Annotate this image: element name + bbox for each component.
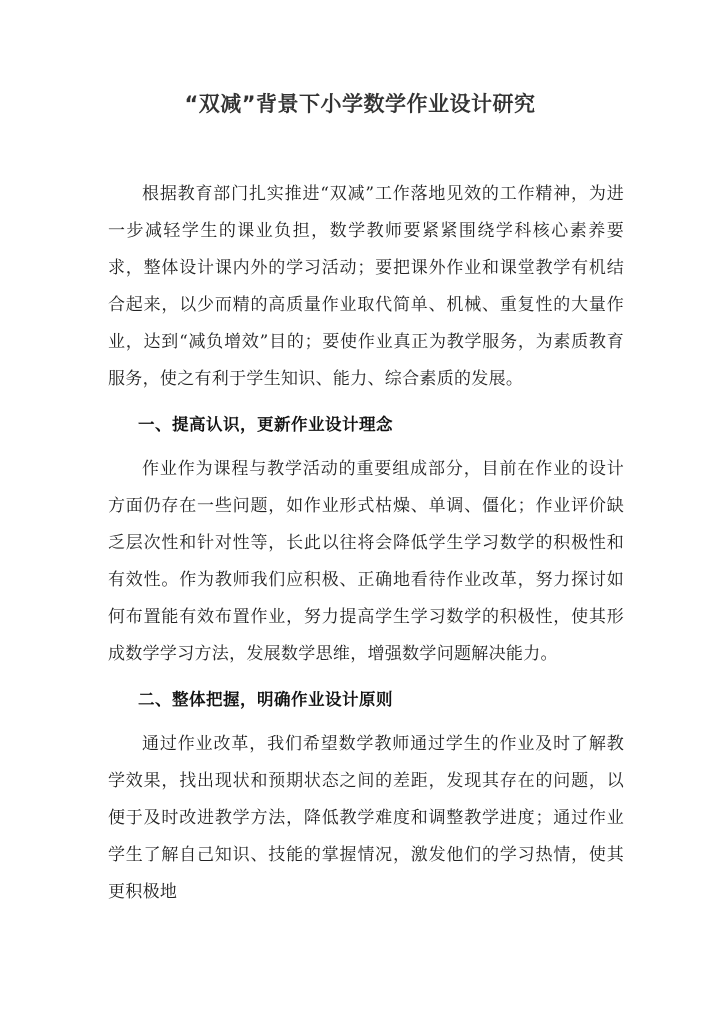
section-heading-2: 二、整体把握，明确作业设计原则 — [138, 690, 393, 709]
section-paragraph-2: 通过作业改革，我们希望数学教师通过学生的作业及时了解教学效果，找出现状和预期状态之间的差距，发现其存在的问题，以便于及时改进教学方法，降低教学难度和调整教学进度；通过作业学生了解自己知识、技能的掌握情况，激发他们的学习热情，使其更积极地 — [108, 734, 624, 902]
section-paragraph-1: 作业作为课程与教学活动的重要组成部分，目前在作业的设计方面仍存在一些问题，如作业形式枯燥、单调、僵化；作业评价缺乏层次性和针对性等，长此以往将会降低学生学习数学的积极性和有效性。作为教师我们应积极、正确地看待作业改革，努力探讨如何布置能有效布置作业，努力提高学生学习数学的积极性，使其形成数学学习方法，发展数学思维，增强数学问题解决能力。 — [108, 459, 624, 664]
intro-paragraph: 根据教育部门扎实推进“双减”工作落地见效的工作精神，为进一步减轻学生的课业负担，数学教师要紧紧围绕学科核心素养要求，整体设计课内外的学习活动；要把课外作业和课堂教学有机结合起来，以少而精的高质量作业取代简单、机械、重复性的大量作业，达到“减负增效”目的；要使作业真正为教学服务，为素质教育服务，使之有利于学生知识、能力、综合素质的发展。 — [108, 184, 624, 389]
page-title: “双减”背景下小学数学作业设计研究 — [184, 92, 536, 116]
document-body — [108, 176, 624, 911]
section-heading-1: 一、提高认识，更新作业设计理念 — [138, 415, 393, 434]
